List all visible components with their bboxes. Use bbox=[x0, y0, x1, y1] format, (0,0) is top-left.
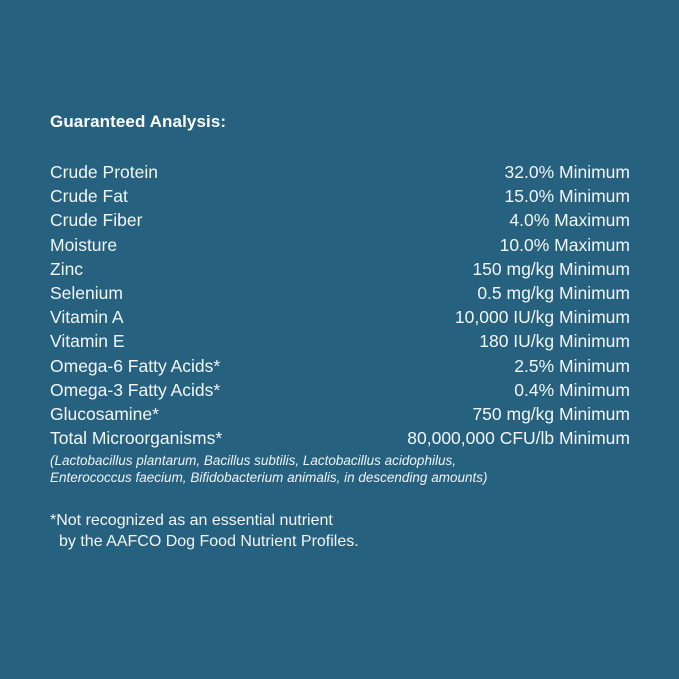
microorganisms-note bbox=[50, 452, 630, 486]
nutrient-name: Omega-6 Fatty Acids* bbox=[50, 355, 221, 376]
nutrient-name: Selenium bbox=[50, 283, 123, 304]
nutrient-name: Glucosamine* bbox=[50, 404, 159, 425]
nutrient-amount: 10,000 IU/kg Minimum bbox=[454, 307, 630, 328]
table-row bbox=[50, 257, 630, 281]
table-row bbox=[50, 426, 630, 450]
table-row bbox=[50, 160, 630, 184]
nutrient-amount: 2.5% Minimum bbox=[514, 355, 630, 376]
nutrient-name: Crude Protein bbox=[50, 162, 158, 182]
nutrient-amount: 0.5 mg/kg Minimum bbox=[477, 283, 630, 304]
nutrient-name: Total Microorganisms* bbox=[50, 428, 223, 449]
footnote bbox=[50, 510, 630, 552]
nutrient-name: Zinc bbox=[50, 258, 84, 279]
microorganisms-note-line-1: (Lactobacillus plantarum, Bacillus subtilis, Lactobacillus acidophilus, bbox=[50, 453, 456, 469]
nutrient-name: Crude Fat bbox=[50, 186, 128, 207]
nutrient-amount: 750 mg/kg Minimum bbox=[472, 404, 630, 425]
table-row bbox=[50, 354, 630, 378]
table-row bbox=[50, 402, 630, 426]
nutrient-name: Vitamin A bbox=[50, 307, 124, 328]
footnote-line-2: by the AAFCO Dog Food Nutrient Profiles. bbox=[59, 533, 359, 551]
table-row bbox=[50, 208, 630, 232]
nutrient-name: Vitamin E bbox=[50, 331, 125, 352]
table-row bbox=[50, 281, 630, 305]
table-row bbox=[50, 233, 630, 257]
nutrient-amount: 4.0% Maximum bbox=[509, 210, 630, 231]
table-row bbox=[50, 378, 630, 402]
table-row bbox=[50, 305, 630, 329]
nutrient-name: Crude Fiber bbox=[50, 210, 143, 231]
footnote-line-1: *Not recognized as an essential nutrient bbox=[50, 512, 333, 530]
nutrient-name: Omega-3 Fatty Acids* bbox=[50, 379, 221, 400]
nutrient-amount: 0.4% Minimum bbox=[514, 379, 630, 400]
table-row bbox=[50, 329, 630, 353]
nutrient-amount: 32.0% Minimum bbox=[504, 162, 630, 182]
nutrient-amount: 15.0% Minimum bbox=[504, 186, 630, 207]
panel-title: Guaranteed Analysis: bbox=[50, 112, 227, 131]
nutrient-table bbox=[50, 160, 630, 450]
table-row bbox=[50, 184, 630, 208]
nutrient-amount: 150 mg/kg Minimum bbox=[472, 258, 630, 279]
nutrient-amount: 80,000,000 CFU/lb Minimum bbox=[407, 428, 630, 449]
microorganisms-note-line-2: Enterococcus faecium, Bifidobacterium animalis, in descending amounts) bbox=[50, 470, 488, 486]
nutrient-name: Moisture bbox=[50, 234, 118, 255]
nutrient-amount: 10.0% Maximum bbox=[499, 234, 630, 255]
nutrient-amount: 180 IU/kg Minimum bbox=[479, 331, 630, 352]
guaranteed-analysis-panel bbox=[50, 112, 630, 552]
